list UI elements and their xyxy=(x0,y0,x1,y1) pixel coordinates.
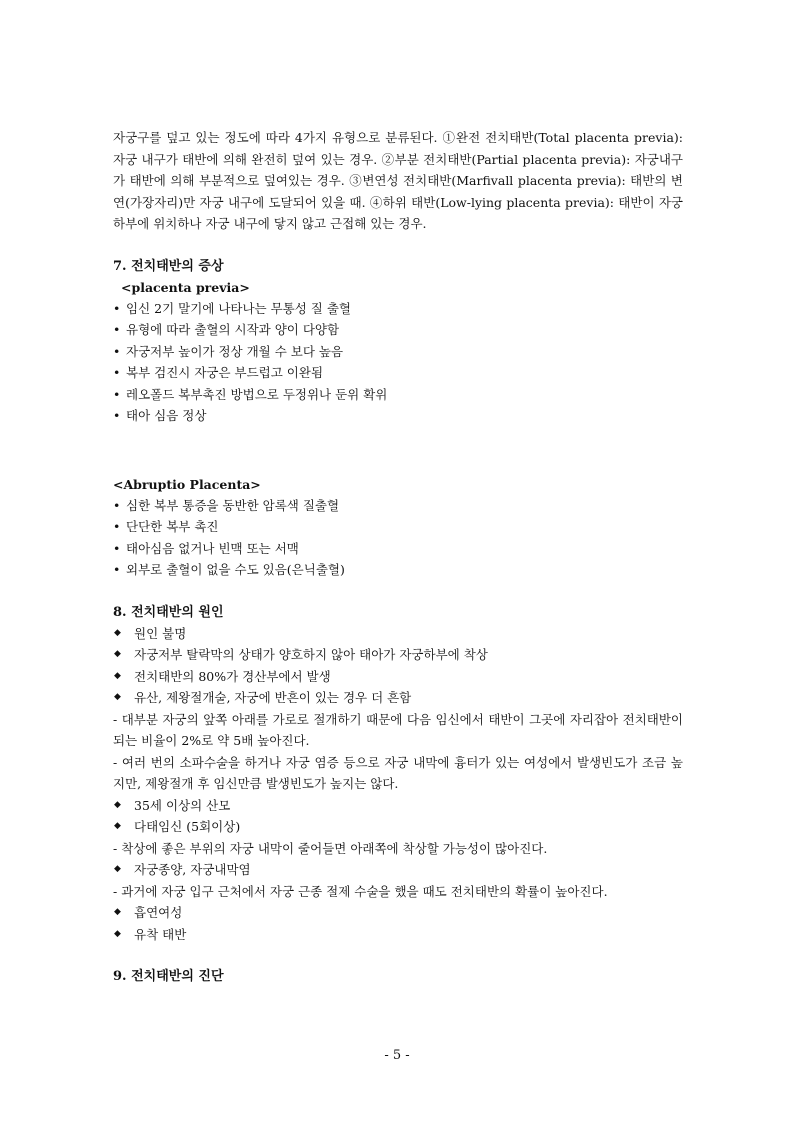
list-item: ◆ 원인 불명 xyxy=(113,623,683,645)
causes-list-3 xyxy=(113,859,683,881)
note-paragraph: - 과거에 자궁 입구 근처에서 자궁 근종 절제 수술을 했을 때도 전치태반의 확률이 높아진다. xyxy=(113,883,608,899)
causes-list-1 xyxy=(113,623,683,709)
abruptio-placenta-subheading: <Abruptio Placenta> xyxy=(113,476,261,492)
diamond-bullet-icon: ◆ xyxy=(114,649,121,659)
diamond-bullet-icon: ◆ xyxy=(114,799,121,810)
list-item: • 임신 2기 말기에 나타나는 무통성 질 출혈 xyxy=(113,298,683,320)
bullet-icon: • xyxy=(113,497,121,513)
bullet-icon: • xyxy=(113,408,121,423)
bullet-icon: • xyxy=(113,322,121,337)
diamond-bullet-icon: ◆ xyxy=(114,692,121,702)
bullet-icon: • xyxy=(113,540,121,556)
list-item: ◆ 유산, 제왕절개술, 자궁에 반흔이 있는 경우 더 흔함 xyxy=(113,687,683,709)
list-item: ◆ 흡연여성 xyxy=(113,902,683,924)
section-9-heading: 9. 전치태반의 진단 xyxy=(113,969,224,984)
abruptio-placenta-list xyxy=(113,495,683,581)
diamond-bullet-icon: ◆ xyxy=(114,928,121,939)
causes-list-2 xyxy=(113,795,683,838)
list-item: • 복부 검진시 자궁은 부드럽고 이완됨 xyxy=(113,362,683,384)
bullet-icon: • xyxy=(113,562,121,577)
causes-list-4 xyxy=(113,902,683,945)
note-paragraph: - 착상에 좋은 부위의 자궁 내막이 줄어들면 아래쪽에 착상할 가능성이 많아진다. xyxy=(113,840,548,856)
note-paragraph: - 여러 번의 소파수술을 하거나 자궁 염증 등으로 자궁 내막에 흉터가 있는 여성에서 발생빈도가 조금 높지만, 제왕절개 후 임신만큼 발생빈도가 높지는 않다. xyxy=(113,754,683,791)
page-number: - 5 - xyxy=(384,1048,410,1063)
note-paragraph: - 대부분 자궁의 앞쪽 아래를 가로로 절개하기 때문에 다음 임신에서 태반이 그곳에 자리잡아 전치태반이 되는 비율이 2%로 약 5배 높아진다. xyxy=(113,711,683,748)
diamond-bullet-icon: ◆ xyxy=(114,907,121,917)
list-item: • 태아심음 없거나 빈맥 또는 서맥 xyxy=(113,538,683,560)
placenta-previa-subheading: <placenta previa> xyxy=(121,279,250,295)
diamond-bullet-icon: ◆ xyxy=(114,670,121,681)
list-item: ◆ 전치태반의 80%가 경산부에서 발생 xyxy=(113,666,683,688)
list-item: • 태아 심음 정상 xyxy=(113,405,683,427)
list-item: ◆ 자궁저부 탈락막의 상태가 양호하지 않아 태아가 자궁하부에 착상 xyxy=(113,644,683,666)
document-page xyxy=(113,127,683,987)
bullet-icon: • xyxy=(113,343,121,359)
list-item: ◆ 35세 이상의 산모 xyxy=(113,795,683,817)
list-item: • 유형에 따라 출혈의 시작과 양이 다양함 xyxy=(113,319,683,341)
bullet-icon: • xyxy=(113,519,121,534)
list-item: • 외부로 출혈이 없을 수도 있음(은닉출혈) xyxy=(113,559,683,581)
list-item: ◆ 자궁종양, 자궁내막염 xyxy=(113,859,683,881)
intro-paragraph: 자궁구를 덮고 있는 정도에 따라 4가지 유형으로 분류된다. ①완전 전치태반(Total placenta previa): 자궁 내구가 태반에 의해 완전히 덮여 있는 경우. ②부분 전치태반(Partial placenta previa): 자궁내구가 태반에 의해 부분적으로 덮여있는 경우. ③변연성 전치태반(Marfivall placenta previa): 태반의 변연(가장자리)만 자궁 내구에 도달되어 있을 때. ④하위 태반(Low-lying placenta previa): 태반이 자궁 하부에 위치하나 자궁 내구에 닿지 않고 근접해 있는 경우. xyxy=(113,130,683,231)
diamond-bullet-icon: ◆ xyxy=(114,821,121,831)
list-item: • 레오폴드 복부촉진 방법으로 두정위나 둔위 확위 xyxy=(113,384,683,406)
list-item: • 자궁저부 높이가 정상 개월 수 보다 높음 xyxy=(113,341,683,363)
list-item: • 심한 복부 통증을 동반한 암록색 질출혈 xyxy=(113,495,683,517)
section-7-heading: 7. 전치태반의 증상 xyxy=(113,258,224,274)
bullet-icon: • xyxy=(113,386,121,402)
diamond-bullet-icon: ◆ xyxy=(114,627,121,638)
bullet-icon: • xyxy=(113,300,121,316)
diamond-bullet-icon: ◆ xyxy=(114,864,121,874)
section-8-heading: 8. 전치태반의 원인 xyxy=(113,604,224,620)
placenta-previa-list xyxy=(113,298,683,427)
list-item: ◆ 다태임신 (5회이상) xyxy=(113,816,683,838)
list-item: • 단단한 복부 촉진 xyxy=(113,516,683,538)
bullet-icon: • xyxy=(113,365,121,380)
list-item: ◆ 유착 태반 xyxy=(113,924,683,946)
